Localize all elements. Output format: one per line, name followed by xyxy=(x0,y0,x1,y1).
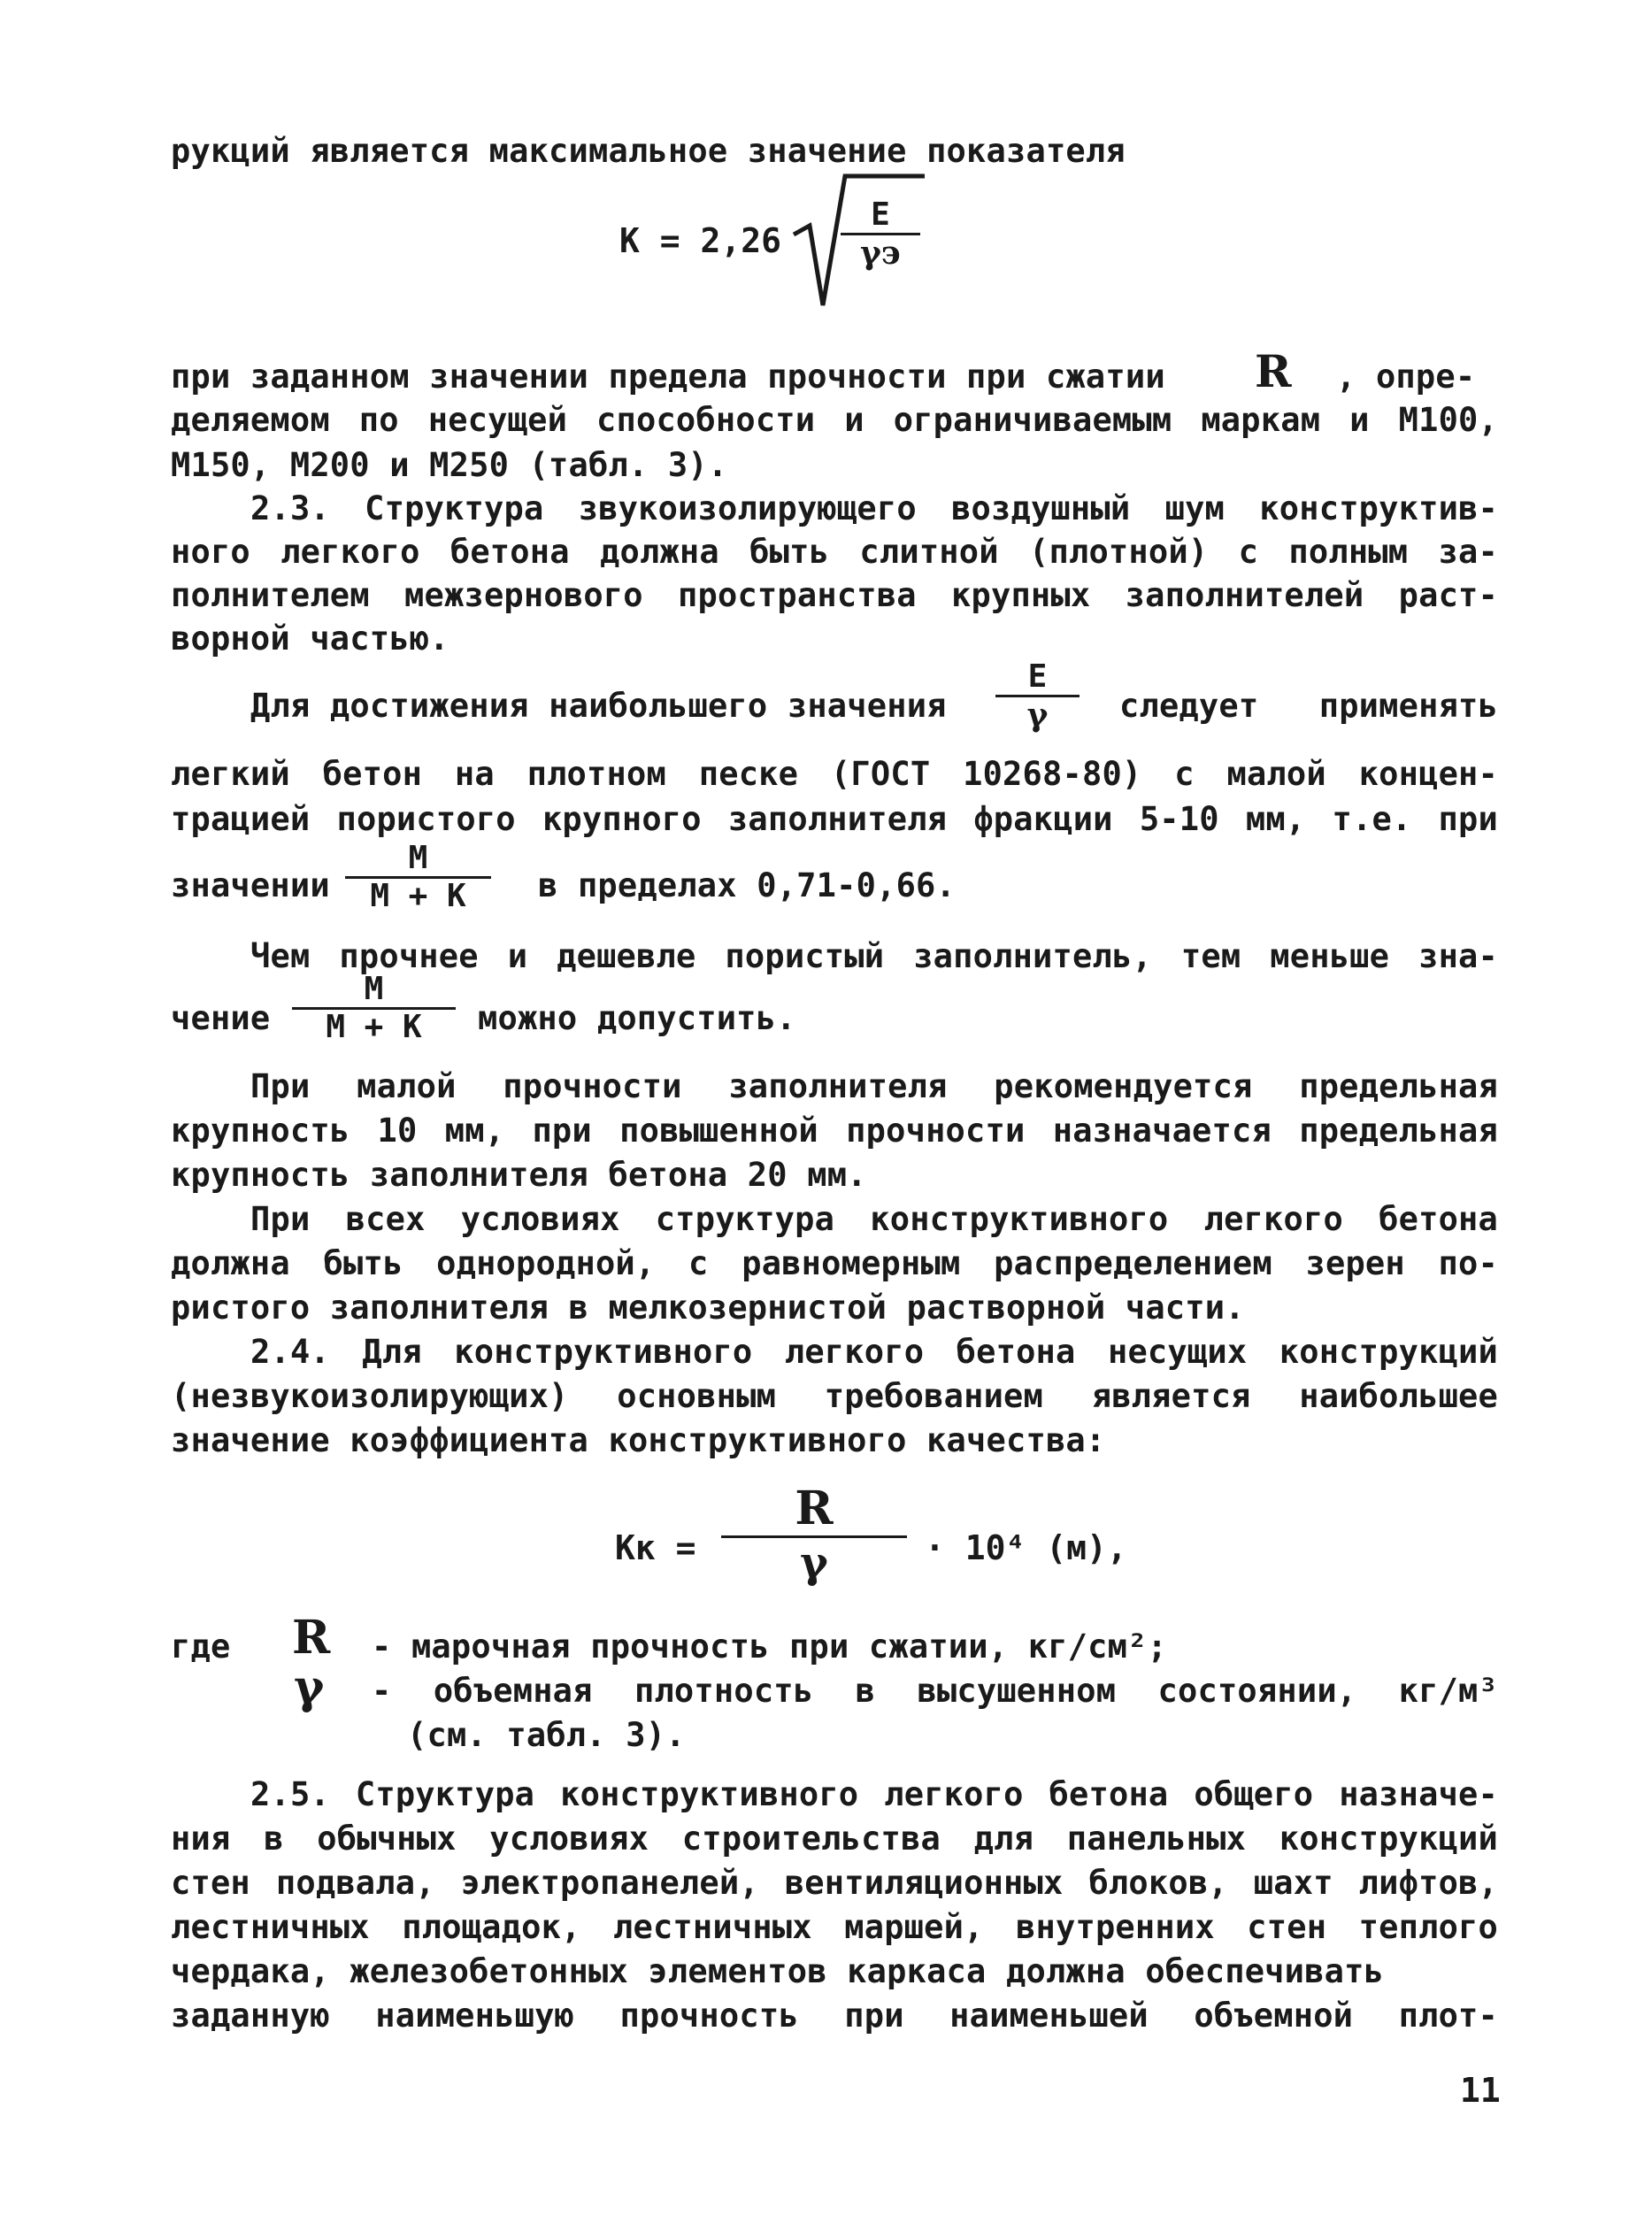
text-line: следует применять xyxy=(1119,687,1498,725)
text-line: (см. табл. 3). xyxy=(407,1716,686,1754)
formula-rhs: · 10⁴ (м), xyxy=(925,1528,1127,1567)
fraction-denominator: γэ xyxy=(860,235,901,272)
text-line: Для достижения наибольшего значения xyxy=(250,687,947,725)
text-line: ристого заполнителя в мелкозернистой растворной части. xyxy=(171,1289,1245,1327)
text-line: - марочная прочность при сжатии, кг/см²; xyxy=(372,1627,1168,1666)
text-line: крупность заполнителя бетона 20 мм. xyxy=(171,1156,867,1194)
page-number: 11 xyxy=(1460,2071,1501,2110)
text-line: лестничных площадок, лестничных маршей, внутренних стен теплого xyxy=(171,1908,1498,1946)
formula-kk xyxy=(615,1473,1181,1606)
text-line: 2.5. Структура конструктивного легкого бетона общего назначе- xyxy=(250,1775,1498,1813)
text-line: рукций является максимальное значение показателя xyxy=(171,132,1126,170)
text-line: стен подвала, электропанелей, вентиляционных блоков, шахт лифтов, xyxy=(171,1864,1498,1902)
text-line: полнителем межзернового пространства крупных заполнителей раст- xyxy=(171,576,1498,614)
formula-lhs: Kк = xyxy=(615,1528,696,1567)
text-line: чение xyxy=(171,999,271,1037)
text-line: При малой прочности заполнителя рекомендуется предельная xyxy=(250,1067,1498,1105)
text-line: значении xyxy=(171,866,330,904)
fraction-numerator: E xyxy=(871,196,890,233)
text-line: ного легкого бетона должна быть слитной (плотной) с полным за- xyxy=(171,533,1498,571)
symbol-gamma: γ xyxy=(294,1660,325,1714)
formula-lhs: К = 2,26 xyxy=(619,221,782,260)
text-line: при заданном значении предела прочности при сжатии xyxy=(171,358,1165,396)
fraction-numerator: E xyxy=(1027,658,1048,695)
fraction-numerator: M xyxy=(408,840,428,876)
text-line: Чем прочнее и дешевле пористый заполнитель, тем меньше зна- xyxy=(250,937,1498,975)
fraction-e-gamma xyxy=(841,197,920,271)
text-line: трацией пористого крупного заполнителя фракции 5-10 мм, т.е. при xyxy=(171,800,1498,838)
text-line: М150, М200 и М250 (табл. 3). xyxy=(171,446,728,484)
text-line: чердака, железобетонных элементов каркаса должна обеспечивать xyxy=(171,1952,1385,1990)
formula-k xyxy=(619,173,973,314)
fraction-e-gamma-inline xyxy=(995,659,1080,733)
text-line: ния в обычных условиях строительства для панельных конструкций xyxy=(171,1820,1498,1858)
text-line: крупность 10 мм, при повышенной прочности назначается предельная xyxy=(171,1112,1498,1150)
fraction-denominator: γ xyxy=(1026,696,1049,734)
text-line: деляемом по несущей способности и ограничиваемым маркам и М100, xyxy=(171,401,1498,439)
text-line: легкий бетон на плотном песке (ГОСТ 10268-80) с малой концен- xyxy=(171,755,1498,793)
text-line: можно допустить. xyxy=(478,999,796,1037)
text-line: где xyxy=(171,1627,231,1666)
text-line: должна быть однородной, с равномерным распределением зерен по- xyxy=(171,1244,1498,1282)
fraction-r-gamma xyxy=(721,1482,907,1588)
text-line: значение коэффициента конструктивного качества: xyxy=(171,1421,1106,1459)
symbol-r: R xyxy=(292,1611,331,1665)
fraction-numerator: R xyxy=(795,1481,834,1535)
fraction-denominator: γ xyxy=(800,1538,828,1588)
fraction-denominator: M + K xyxy=(326,1009,422,1045)
text-line: 2.4. Для конструктивного легкого бетона несущих конструкций xyxy=(250,1333,1498,1371)
text-line: в пределах 0,71-0,66. xyxy=(538,866,956,904)
fraction-m-mk xyxy=(345,841,491,914)
text-line: (незвукоизолирующих) основным требованием является наибольшее xyxy=(171,1377,1498,1415)
text-line: При всех условиях структура конструктивного легкого бетона xyxy=(250,1200,1498,1238)
text-line: - объемная плотность в высушенном состоянии, кг/м³ xyxy=(372,1672,1498,1710)
text-line: заданную наименьшую прочность при наименьшей объемной плот- xyxy=(171,1997,1498,2035)
text-line: , опре- xyxy=(1336,358,1476,396)
fraction-m-mk xyxy=(292,972,456,1045)
text-line: ворной частью. xyxy=(171,619,449,658)
symbol-r: R xyxy=(1255,345,1292,397)
text-line: 2.3. Структура звукоизолирующего воздушный шум конструктив- xyxy=(250,489,1498,527)
fraction-denominator: M + K xyxy=(370,878,466,914)
fraction-numerator: M xyxy=(364,971,384,1007)
